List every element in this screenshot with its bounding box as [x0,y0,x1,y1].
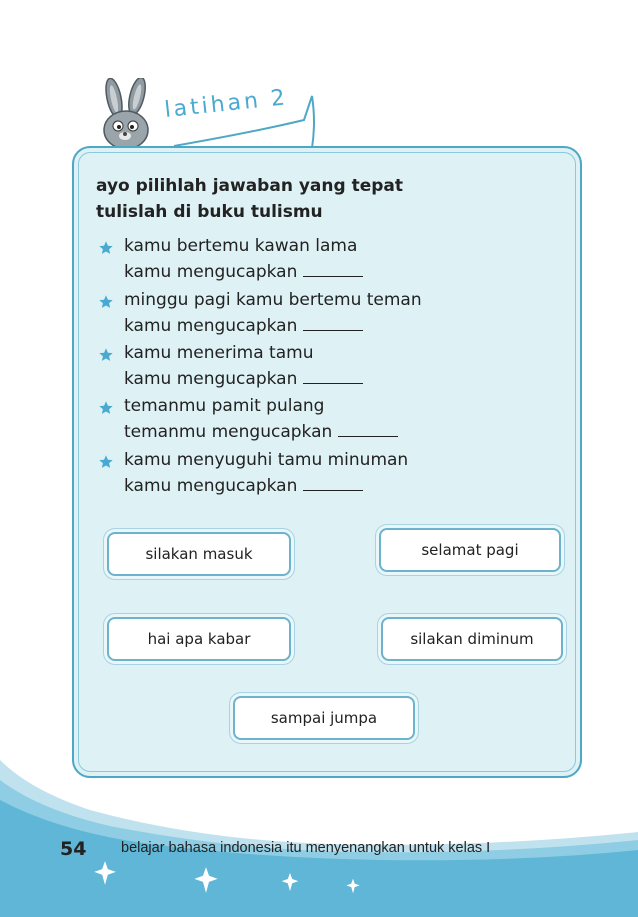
page-number: 54 [60,838,87,860]
question-5-prompt: kamu mengucapkan [124,476,363,496]
star-bullet-icon [98,347,114,363]
lesson-title: latihan 2 [163,85,290,123]
instruction-line-2: tulislah di buku tulismu [96,202,323,222]
answer-blank [338,422,398,437]
star-bullet-icon [98,454,114,470]
star-bullet-icon [98,294,114,310]
choice-silakan-diminum: silakan diminum [381,617,563,661]
question-2-text: minggu pagi kamu bertemu teman [124,290,422,310]
question-2-prompt: kamu mengucapkan [124,316,363,336]
question-1-text: kamu bertemu kawan lama [124,236,358,256]
answer-blank [303,369,363,384]
question-3-text: kamu menerima tamu [124,343,314,363]
star-bullet-icon [98,400,114,416]
choice-selamat-pagi: selamat pagi [379,528,561,572]
star-bullet-icon [98,240,114,256]
bottom-wave [0,740,638,917]
question-4-prompt: temanmu mengucapkan [124,422,398,442]
sparkle-star-icon [92,860,118,886]
footer-text: belajar bahasa indonesia itu menyenangkan untuk kelas I [121,840,491,856]
choice-hai-apa-kabar: hai apa kabar [107,617,291,661]
question-1-prompt: kamu mengucapkan [124,262,363,282]
choice-sampai-jumpa: sampai jumpa [233,696,415,740]
sparkle-star-icon [345,878,361,894]
instruction-line-1: ayo pilihlah jawaban yang tepat [96,176,404,196]
answer-blank [303,316,363,331]
sparkle-star-icon [280,872,300,892]
sparkle-star-icon [192,866,220,894]
answer-blank [303,262,363,277]
question-5-text: kamu menyuguhi tamu minuman [124,450,409,470]
choice-silakan-masuk: silakan masuk [107,532,291,576]
question-4-text: temanmu pamit pulang [124,396,325,416]
question-3-prompt: kamu mengucapkan [124,369,363,389]
answer-blank [303,476,363,491]
